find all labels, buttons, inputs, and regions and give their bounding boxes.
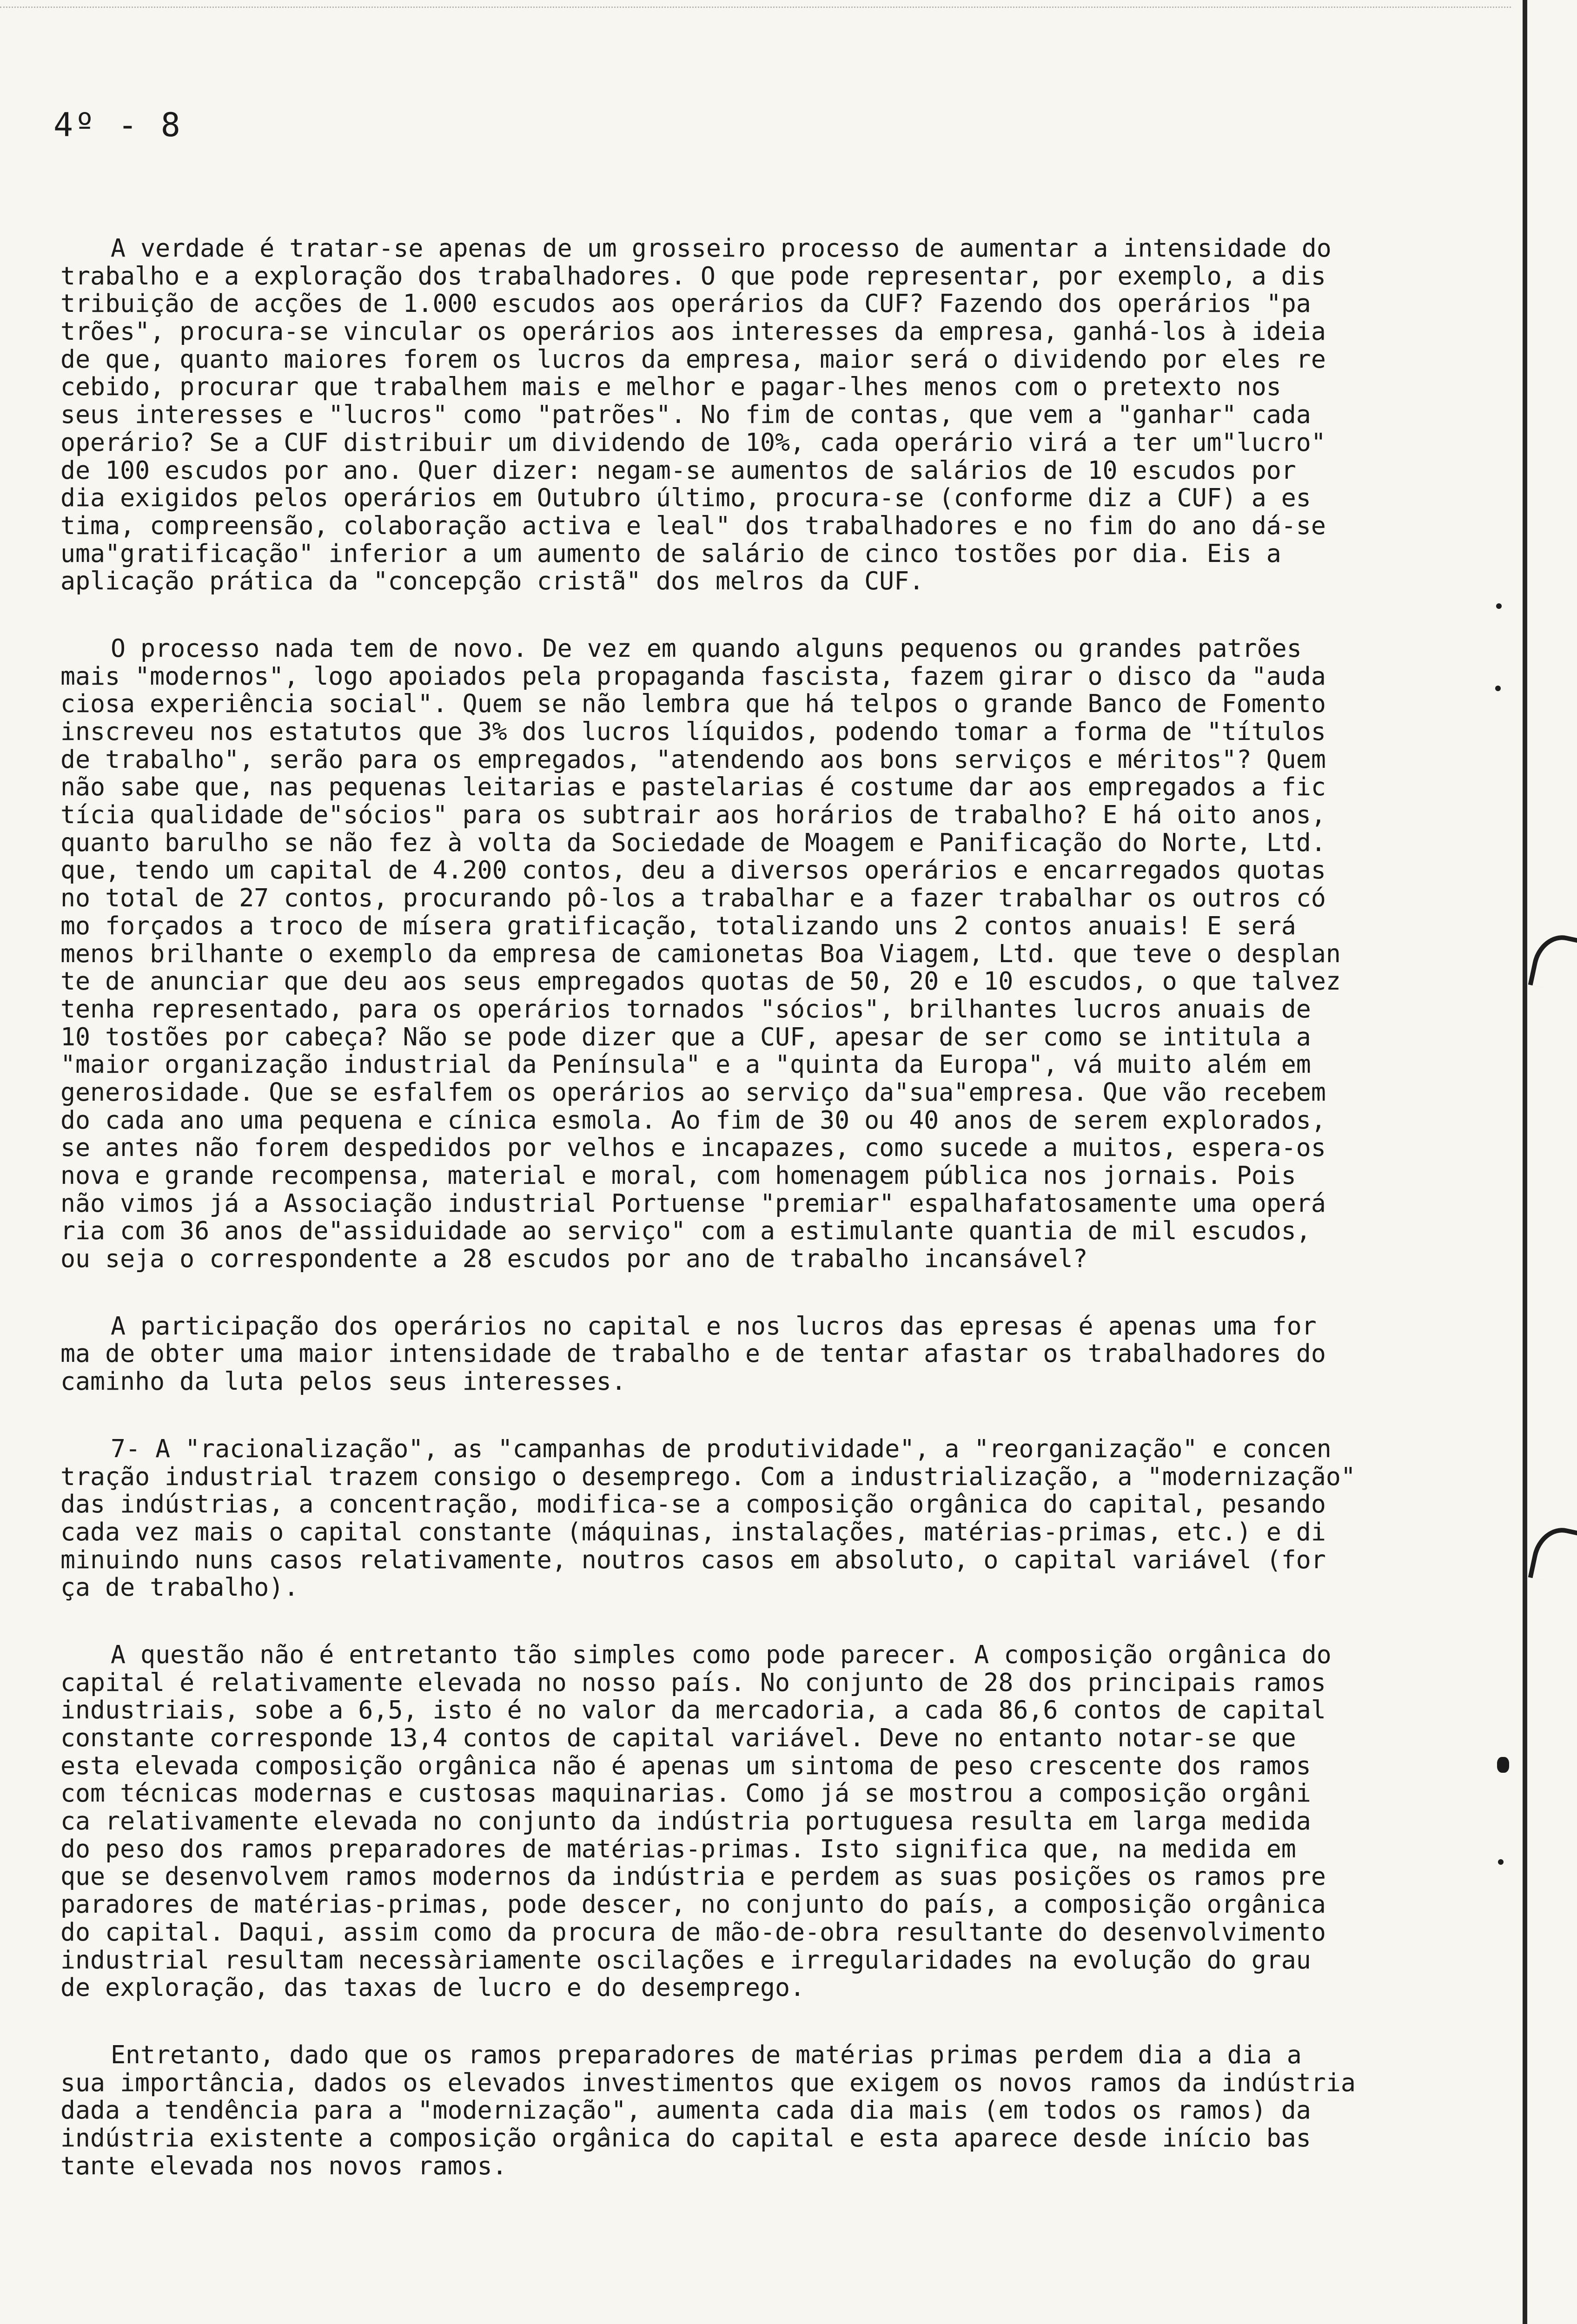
text-line: cebido, procurar que trabalhem mais e melhor e pagar-lhes menos com o pretexto nos — [60, 372, 1281, 402]
paragraph-1 — [60, 235, 1516, 595]
text-line: dada a tendência para a "modernização", aumenta cada dia mais (em todos os ramos) da — [60, 2096, 1311, 2125]
text-line: do peso dos ramos preparadores de matérias-primas. Isto significa que, na medida em — [60, 1834, 1296, 1863]
text-line: seus interesses e "lucros" como "patrões". No fim de contas, que vem a "ganhar" cada — [60, 400, 1311, 429]
text-line: operário? Se a CUF distribuir um dividendo de 10%, cada operário virá a ter um"lucro" — [60, 428, 1326, 457]
text-line: A participação dos operários no capital e nos lucros das epresas é apenas uma for — [111, 1311, 1317, 1340]
text-line: das indústrias, a concentração, modifica-se a composição orgânica do capital, pesando — [60, 1490, 1326, 1519]
text-line: O processo nada tem de novo. De vez em quando alguns pequenos ou grandes patrões — [111, 634, 1302, 663]
text-line: nova e grande recompensa, material e moral, com homenagem pública nos jornais. Pois — [60, 1161, 1296, 1190]
paragraph-4 — [60, 1435, 1516, 1602]
text-line: do capital. Daqui, assim como da procura de mão-de-obra resultante do desenvolvimento — [60, 1917, 1326, 1947]
text-line: tante elevada nos novos ramos. — [60, 2151, 507, 2180]
page-number: 4º - 8 — [53, 106, 182, 144]
text-line: A verdade é tratar-se apenas de um grosseiro processo de aumentar a intensidade do — [111, 234, 1332, 263]
text-line: 10 tostões por cabeça? Não se pode dizer que a CUF, apesar de ser como se intitula a — [60, 1022, 1311, 1051]
text-line: não vimos já a Associação industrial Portuense "premiar" espalhafatosamente uma operá — [60, 1188, 1326, 1218]
text-line: do cada ano uma pequena e cínica esmola. Ao fim de 30 ou 40 anos de serem explorados, — [60, 1105, 1326, 1135]
text-line: inscreveu nos estatutos que 3% dos lucros líquidos, podendo tomar a forma de "títulos — [60, 717, 1326, 746]
text-line: de exploração, das taxas de lucro e do desemprego. — [60, 1973, 805, 2002]
text-line: cada vez mais o capital constante (máquinas, instalações, matérias-primas, etc.) e di — [60, 1517, 1326, 1546]
margin-ink-dot — [1498, 1859, 1504, 1865]
margin-hook-mark-2 — [1528, 1523, 1577, 1587]
text-line: tenha representado, para os operários tornados "sócios", brilhantes lucros anuais de — [60, 994, 1311, 1023]
text-line: que se desenvolvem ramos modernos da indústria e perdem as suas posições os ramos pre — [60, 1862, 1326, 1891]
margin-tick-mark — [1495, 686, 1501, 691]
text-line: tribuição de acções de 1.000 escudos aos operários da CUF? Fazendo dos operários "pa — [60, 289, 1311, 318]
right-margin-rule — [1523, 0, 1527, 2324]
document-body — [60, 235, 1516, 2219]
text-line: não sabe que, nas pequenas leitarias e pastelarias é costume dar aos empregados a fic — [60, 772, 1326, 802]
text-line: "maior organização industrial da Península" e a "quinta da Europa", vá muito além em — [60, 1050, 1311, 1079]
text-line: industrial resultam necessàriamente oscilações e irregularidades na evolução do grau — [60, 1945, 1311, 1974]
text-line: se antes não forem despedidos por velhos e incapazes, como sucede a muitos, espera-os — [60, 1133, 1326, 1162]
text-line: ca relativamente elevada no conjunto da indústria portuguesa resulta em larga medida — [60, 1807, 1311, 1836]
text-line: tima, compreensão, colaboração activa e leal" dos trabalhadores e no fim do ano dá-se — [60, 511, 1326, 540]
text-line: no total de 27 contos, procurando pô-los a trabalhar e a fazer trabalhar os outros có — [60, 884, 1326, 913]
text-line: de 100 escudos por ano. Quer dizer: negam-se aumentos de salários de 10 escudos por — [60, 456, 1296, 485]
paragraph-2 — [60, 635, 1516, 1273]
paragraph-3 — [60, 1313, 1516, 1396]
text-line: industriais, sobe a 6,5, isto é no valor da mercadoria, a cada 86,6 contos de capital — [60, 1696, 1326, 1725]
text-line: 7- A "racionalização", as "campanhas de produtividade", a "reorganização" e concen — [111, 1434, 1332, 1463]
paragraph-6 — [60, 2041, 1516, 2180]
text-line: aplicação prática da "concepção cristã" dos melros da CUF. — [60, 567, 924, 596]
text-line: ciosa experiência social". Quem se não lembra que há telpos o grande Banco de Fomento — [60, 689, 1326, 719]
text-line: tícia qualidade de"sócios" para os subtrair aos horários de trabalho? E há oito anos, — [60, 800, 1326, 830]
text-line: ma de obter uma maior intensidade de trabalho e de tentar afastar os trabalhadores do — [60, 1339, 1326, 1368]
text-line: capital é relativamente elevada no nosso país. No conjunto de 28 dos principais ramos — [60, 1668, 1326, 1697]
text-line: trabalho e a exploração dos trabalhadores. O que pode representar, por exemplo, a dis — [60, 261, 1326, 290]
text-line: que, tendo um capital de 4.200 contos, deu a diversos operários e encarregados quotas — [60, 856, 1326, 885]
text-line: de trabalho", serão para os empregados, "atendendo aos bons serviços e méritos"? Quem — [60, 745, 1326, 774]
text-line: de que, quanto maiores forem os lucros da empresa, maior será o dividendo por eles re — [60, 344, 1326, 374]
text-line: esta elevada composição orgânica não é apenas um sintoma de peso crescente dos ramos — [60, 1751, 1311, 1780]
text-line: Entretanto, dado que os ramos preparadores de matérias primas perdem dia a dia a — [111, 2040, 1302, 2069]
text-line: indústria existente a composição orgânica do capital e esta aparece desde início bas — [60, 2123, 1311, 2152]
text-line: quanto barulho se não fez à volta da Sociedade de Moagem e Panificação do Norte, Ltd. — [60, 828, 1326, 857]
text-line: ou seja o correspondente a 28 escudos por ano de trabalho incansável? — [60, 1244, 1088, 1274]
text-line: sua importância, dados os elevados investimentos que exigem os novos ramos da indústria — [60, 2068, 1356, 2097]
text-line: mais "modernos", logo apoiados pela propaganda fascista, fazem girar o disco da "auda — [60, 661, 1326, 691]
text-line: dia exigidos pelos operários em Outubro último, procura-se (conforme diz a CUF) a es — [60, 483, 1311, 513]
margin-hook-mark — [1528, 930, 1577, 994]
text-line: uma"gratificação" inferior a um aumento de salário de cinco tostões por dia. Eis a — [60, 539, 1281, 568]
margin-dot-mark — [1496, 603, 1502, 609]
text-line: A questão não é entretanto tão simples como pode parecer. A composição orgânica do — [111, 1640, 1332, 1669]
paragraph-5 — [60, 1641, 1516, 2002]
text-line: caminho da luta pelos seus interesses. — [60, 1367, 626, 1396]
text-line: paradores de matérias-primas, pode descer, no conjunto do país, a composição orgânica — [60, 1890, 1326, 1919]
text-line: te de anunciar que deu aos seus empregados quotas de 50, 20 e 10 escudos, o que talvez — [60, 967, 1341, 996]
text-line: generosidade. Que se esfalfem os operários ao serviço da"sua"empresa. Que vão recebem — [60, 1077, 1326, 1107]
text-line: trões", procura-se vincular os operários aos interesses da empresa, ganhá-los à ideia — [60, 317, 1326, 346]
text-line: ça de trabalho). — [60, 1573, 299, 1602]
text-line: minuindo nuns casos relativamente, noutros casos em absoluto, o capital variável (for — [60, 1545, 1326, 1574]
margin-ink-blot — [1497, 1757, 1509, 1773]
text-line: mo forçados a troco de mísera gratificação, totalizando uns 2 contos anuais! E será — [60, 911, 1296, 940]
text-line: com técnicas modernas e custosas maquinarias. Como já se mostrou a composição orgâni — [60, 1779, 1311, 1808]
text-line: menos brilhante o exemplo da empresa de camionetas Boa Viagem, Ltd. que teve o desplan — [60, 939, 1341, 968]
text-line: tração industrial trazem consigo o desemprego. Com a industrialização, a "modernização" — [60, 1462, 1356, 1491]
top-edge-line — [0, 7, 1511, 8]
text-line: ria com 36 anos de"assiduidade ao serviço" com a estimulante quantia de mil escudos, — [60, 1216, 1311, 1246]
text-line: constante corresponde 13,4 contos de capital variável. Deve no entanto notar-se que — [60, 1723, 1296, 1752]
